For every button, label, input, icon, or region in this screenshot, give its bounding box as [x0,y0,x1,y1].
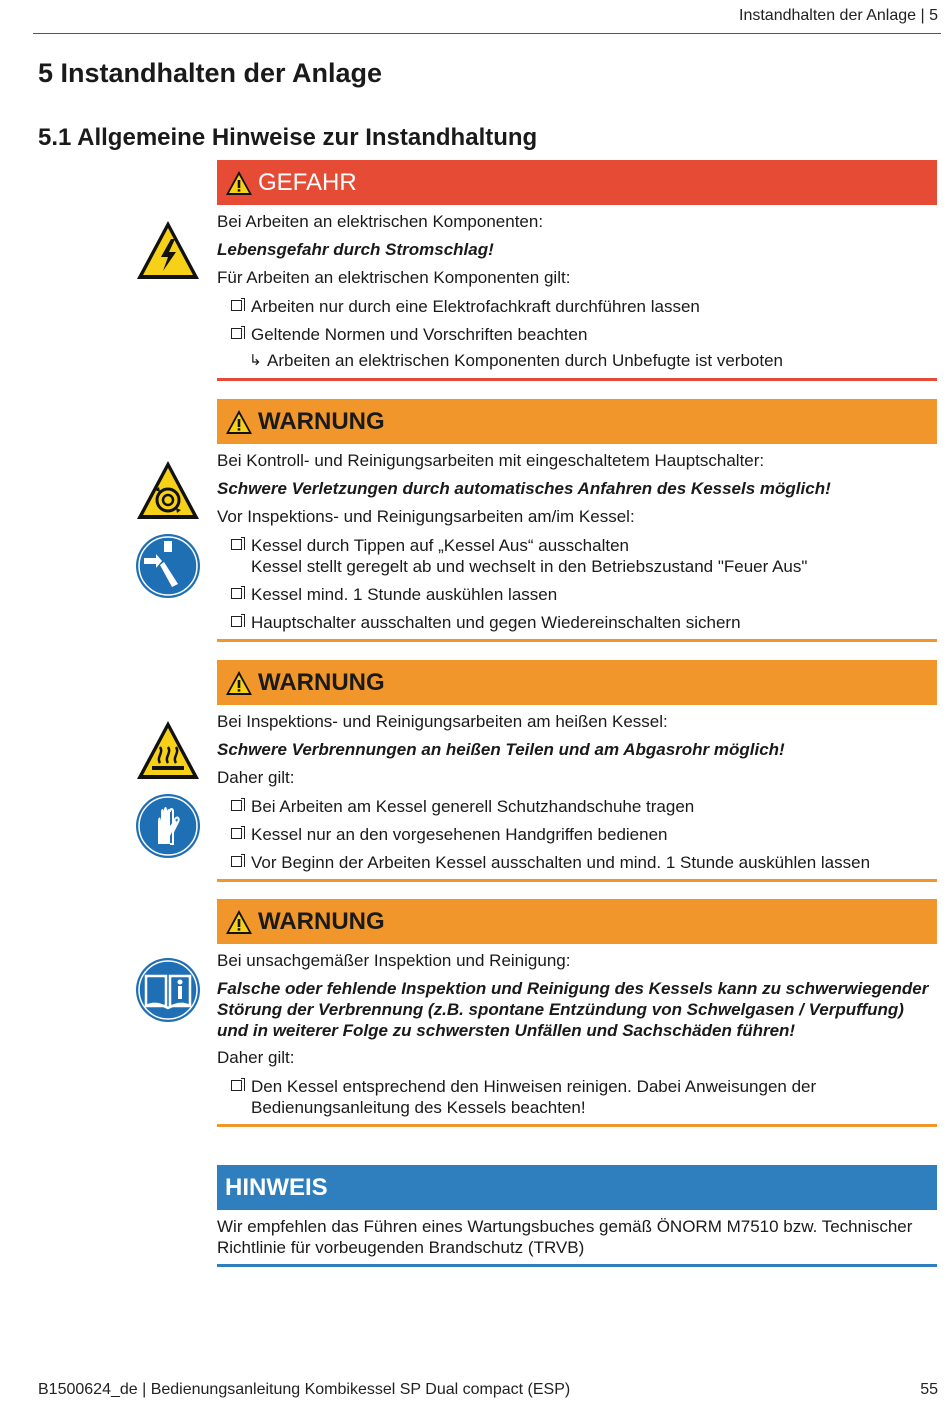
disconnect-before-work-icon [134,532,202,600]
checkbox-bullet-icon [231,616,242,627]
list-item [217,796,937,817]
running-header: Instandhalten der Anlage | 5 [739,7,938,24]
warning-label: WARNUNG [258,668,385,696]
warning-triangle-icon [225,909,253,935]
checkbox-bullet-icon [231,588,242,599]
danger-banner [217,160,937,205]
list-item-subtext: Kessel stellt geregelt ab und wechselt in den Betriebszustand "Feuer Aus" [251,557,808,576]
list-item [217,612,937,633]
list-item-text: Den Kessel entsprechend den Hinweisen reinigen. Dabei Anweisungen der Bedienungsanleitung des Kessels beachten! [251,1077,817,1117]
wear-gloves-icon [134,792,202,860]
note-banner [217,1165,937,1210]
warning-banner [217,660,937,705]
checkbox-bullet-icon [231,539,242,550]
read-manual-icon [134,956,202,1024]
warning-situation: Bei Inspektions- und Reinigungsarbeiten am heißen Kessel: [217,712,668,731]
result-item [217,350,937,372]
warning-hazard: Falsche oder fehlende Inspektion und Reinigung des Kessels kann zu schwerwiegender Störung der Verbrennung (z.B. spontane Entzündung von Schwelgasen / Verpuffung) und in weiterer Folge zu schwersten Unfällen und Sachschäden führen! [217,979,929,1040]
footer-document-id: B1500624_de | Bedienungsanleitung Kombikessel SP Dual compact (ESP) [38,1381,571,1398]
warning-hazard: Schwere Verbrennungen an heißen Teilen und am Abgasrohr möglich! [217,740,785,759]
checkbox-bullet-icon [231,328,242,339]
warning-block-3 [217,899,937,1127]
list-item-text: Arbeiten nur durch eine Elektrofachkraft durchführen lassen [251,297,700,316]
checkbox-bullet-icon [231,800,242,811]
danger-intro: Für Arbeiten an elektrischen Komponenten gilt: [217,268,571,287]
note-block [217,1165,937,1267]
warning-end-rule [217,879,937,882]
warning-situation: Bei unsachgemäßer Inspektion und Reinigung: [217,951,571,970]
list-item-text: Geltende Normen und Vorschriften beachten [251,325,588,344]
checkbox-bullet-icon [231,856,242,867]
warning-hazard: Schwere Verletzungen durch automatisches Anfahren des Kessels möglich! [217,479,831,498]
chapter-title: 5 Instandhalten der Anlage [38,58,383,88]
warning-label: WARNUNG [258,907,385,935]
header-rule [33,33,941,34]
warning-triangle-icon [225,670,253,696]
danger-block [217,160,937,381]
warning-intro: Vor Inspektions- und Reinigungsarbeiten am/im Kessel: [217,507,635,526]
note-text: Wir empfehlen das Führen eines Wartungsbuches gemäß ÖNORM M7510 bzw. Technischer Richtlinie für vorbeugenden Brandschutz (TRVB) [217,1217,913,1257]
list-item [217,824,937,845]
warning-banner [217,899,937,944]
warning-situation: Bei Kontroll- und Reinigungsarbeiten mit eingeschaltetem Hauptschalter: [217,451,765,470]
note-end-rule [217,1264,937,1267]
list-item-text: Vor Beginn der Arbeiten Kessel ausschalten und mind. 1 Stunde auskühlen lassen [251,853,871,872]
checkbox-bullet-icon [231,828,242,839]
danger-situation: Bei Arbeiten an elektrischen Komponenten: [217,212,544,231]
warning-intro: Daher gilt: [217,1048,295,1067]
warning-block-1 [217,399,937,642]
list-item-text: Hauptschalter ausschalten und gegen Wiedereinschalten sichern [251,613,741,632]
warning-label: WARNUNG [258,407,385,435]
result-text: Arbeiten an elektrischen Komponenten durch Unbefugte ist verboten [267,351,783,370]
warning-triangle-icon [225,409,253,435]
warning-end-rule [217,1124,937,1127]
automatic-start-warning-icon [134,457,202,525]
warning-banner [217,399,937,444]
note-label: HINWEIS [225,1173,328,1201]
result-arrow-icon: ↳ [249,352,262,369]
list-item-text: Kessel durch Tippen auf „Kessel Aus“ ausschalten [251,536,629,555]
list-item [217,535,937,577]
hot-surface-warning-icon [134,717,202,785]
list-item [217,324,937,345]
list-item [217,1076,937,1118]
electric-shock-warning-icon [134,217,202,285]
warning-triangle-icon [225,170,253,196]
danger-end-rule [217,378,937,381]
list-item-text: Kessel mind. 1 Stunde auskühlen lassen [251,585,558,604]
warning-block-2 [217,660,937,882]
warning-end-rule [217,639,937,642]
list-item [217,296,937,317]
list-item [217,852,937,873]
danger-label: GEFAHR [258,168,357,196]
danger-hazard: Lebensgefahr durch Stromschlag! [217,240,494,259]
page-number: 55 [920,1381,938,1398]
checkbox-bullet-icon [231,300,242,311]
list-item-text: Kessel nur an den vorgesehenen Handgriffen bedienen [251,825,668,844]
list-item [217,584,937,605]
section-title: 5.1 Allgemeine Hinweise zur Instandhaltung [38,124,538,151]
checkbox-bullet-icon [231,1080,242,1091]
list-item-text: Bei Arbeiten am Kessel generell Schutzhandschuhe tragen [251,797,695,816]
warning-intro: Daher gilt: [217,768,295,787]
